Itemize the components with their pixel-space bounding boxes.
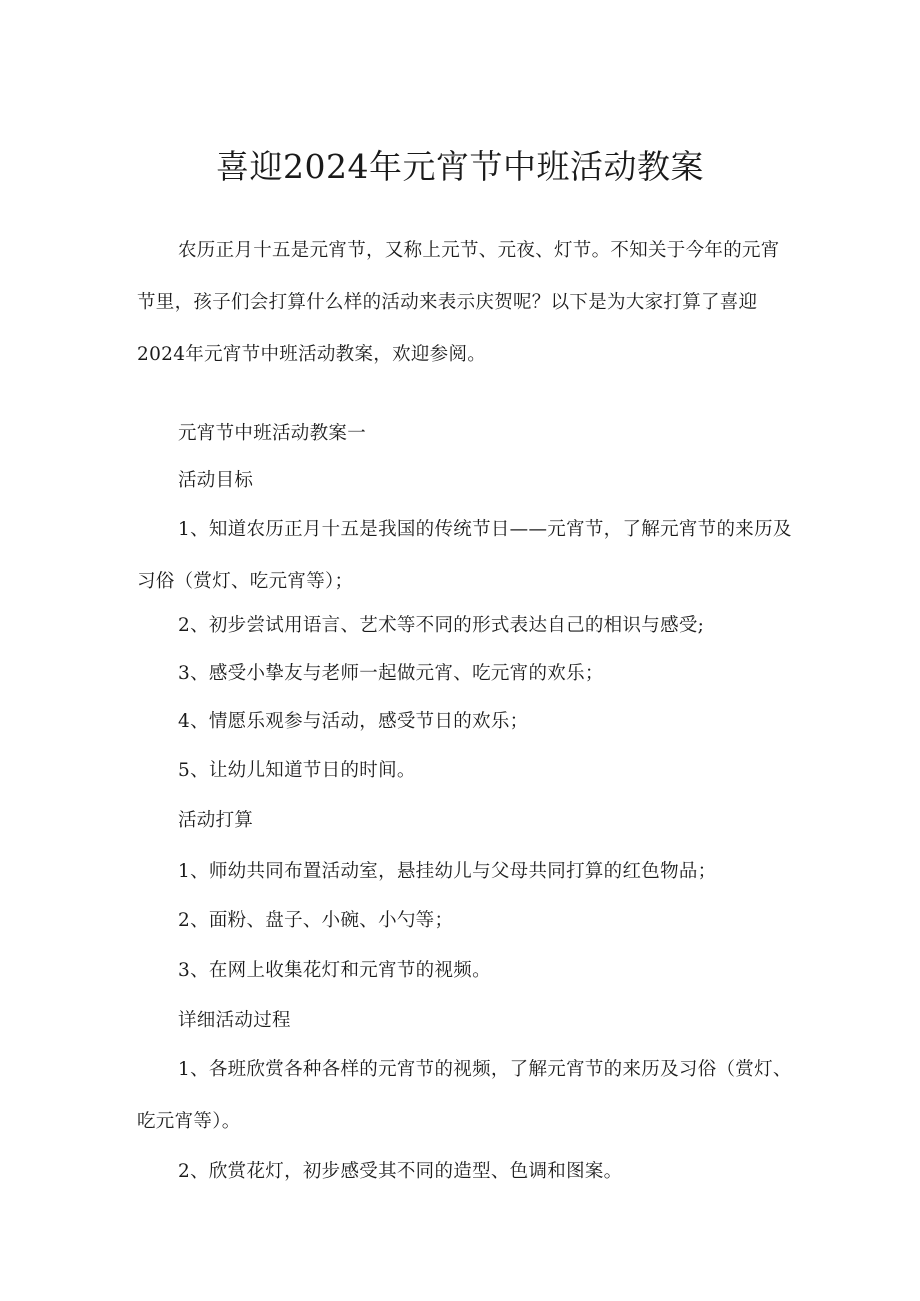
- prep-item-3: 3、在网上收集花灯和元宵节的视频。: [178, 960, 491, 981]
- prep-heading: 活动打算: [178, 810, 254, 831]
- process-heading: 详细活动过程: [178, 1010, 291, 1031]
- section-title: 元宵节中班活动教案一: [178, 423, 367, 444]
- prep-item-2: 2、面粉、盘子、小碗、小勺等；: [178, 910, 454, 931]
- goal-item-2: 2、初步尝试用语言、艺术等不同的形式表达自己的相识与感受;: [178, 615, 705, 636]
- goal-item-5: 5、让幼儿知道节日的时间。: [178, 760, 416, 781]
- goals-heading: 活动目标: [178, 470, 254, 491]
- intro-paragraph: 农历正月十五是元宵节，又称上元节、元夜、灯节。不知关于今年的元宵节里，孩子们会打算什么样的活动来表示庆贺呢？以下是为大家打算了喜迎2024年元宵节中班活动教案，欢迎参阅。: [137, 240, 780, 365]
- goal-item-1: 1、知道农历正月十五是我国的传统节日——元宵节，了解元宵节的来历及习俗（赏灯、吃元宵等）；: [137, 519, 792, 592]
- goal-item-4: 4、情愿乐观参与活动，感受节日的欢乐；: [178, 711, 529, 732]
- process-item-2: 2、欣赏花灯，初步感受其不同的造型、色调和图案。: [178, 1161, 623, 1182]
- document-title: 喜迎2024年元宵节中班活动教案: [216, 147, 704, 186]
- goal-item-3: 3、感受小挚友与老师一起做元宵、吃元宵的欢乐；: [178, 663, 604, 684]
- process-item-1: 1、各班欣赏各种各样的元宵节的视频，了解元宵节的来历及习俗（赏灯、吃元宵等）。: [137, 1059, 792, 1132]
- prep-item-1: 1、师幼共同布置活动室，悬挂幼儿与父母共同打算的红色物品；: [178, 861, 717, 882]
